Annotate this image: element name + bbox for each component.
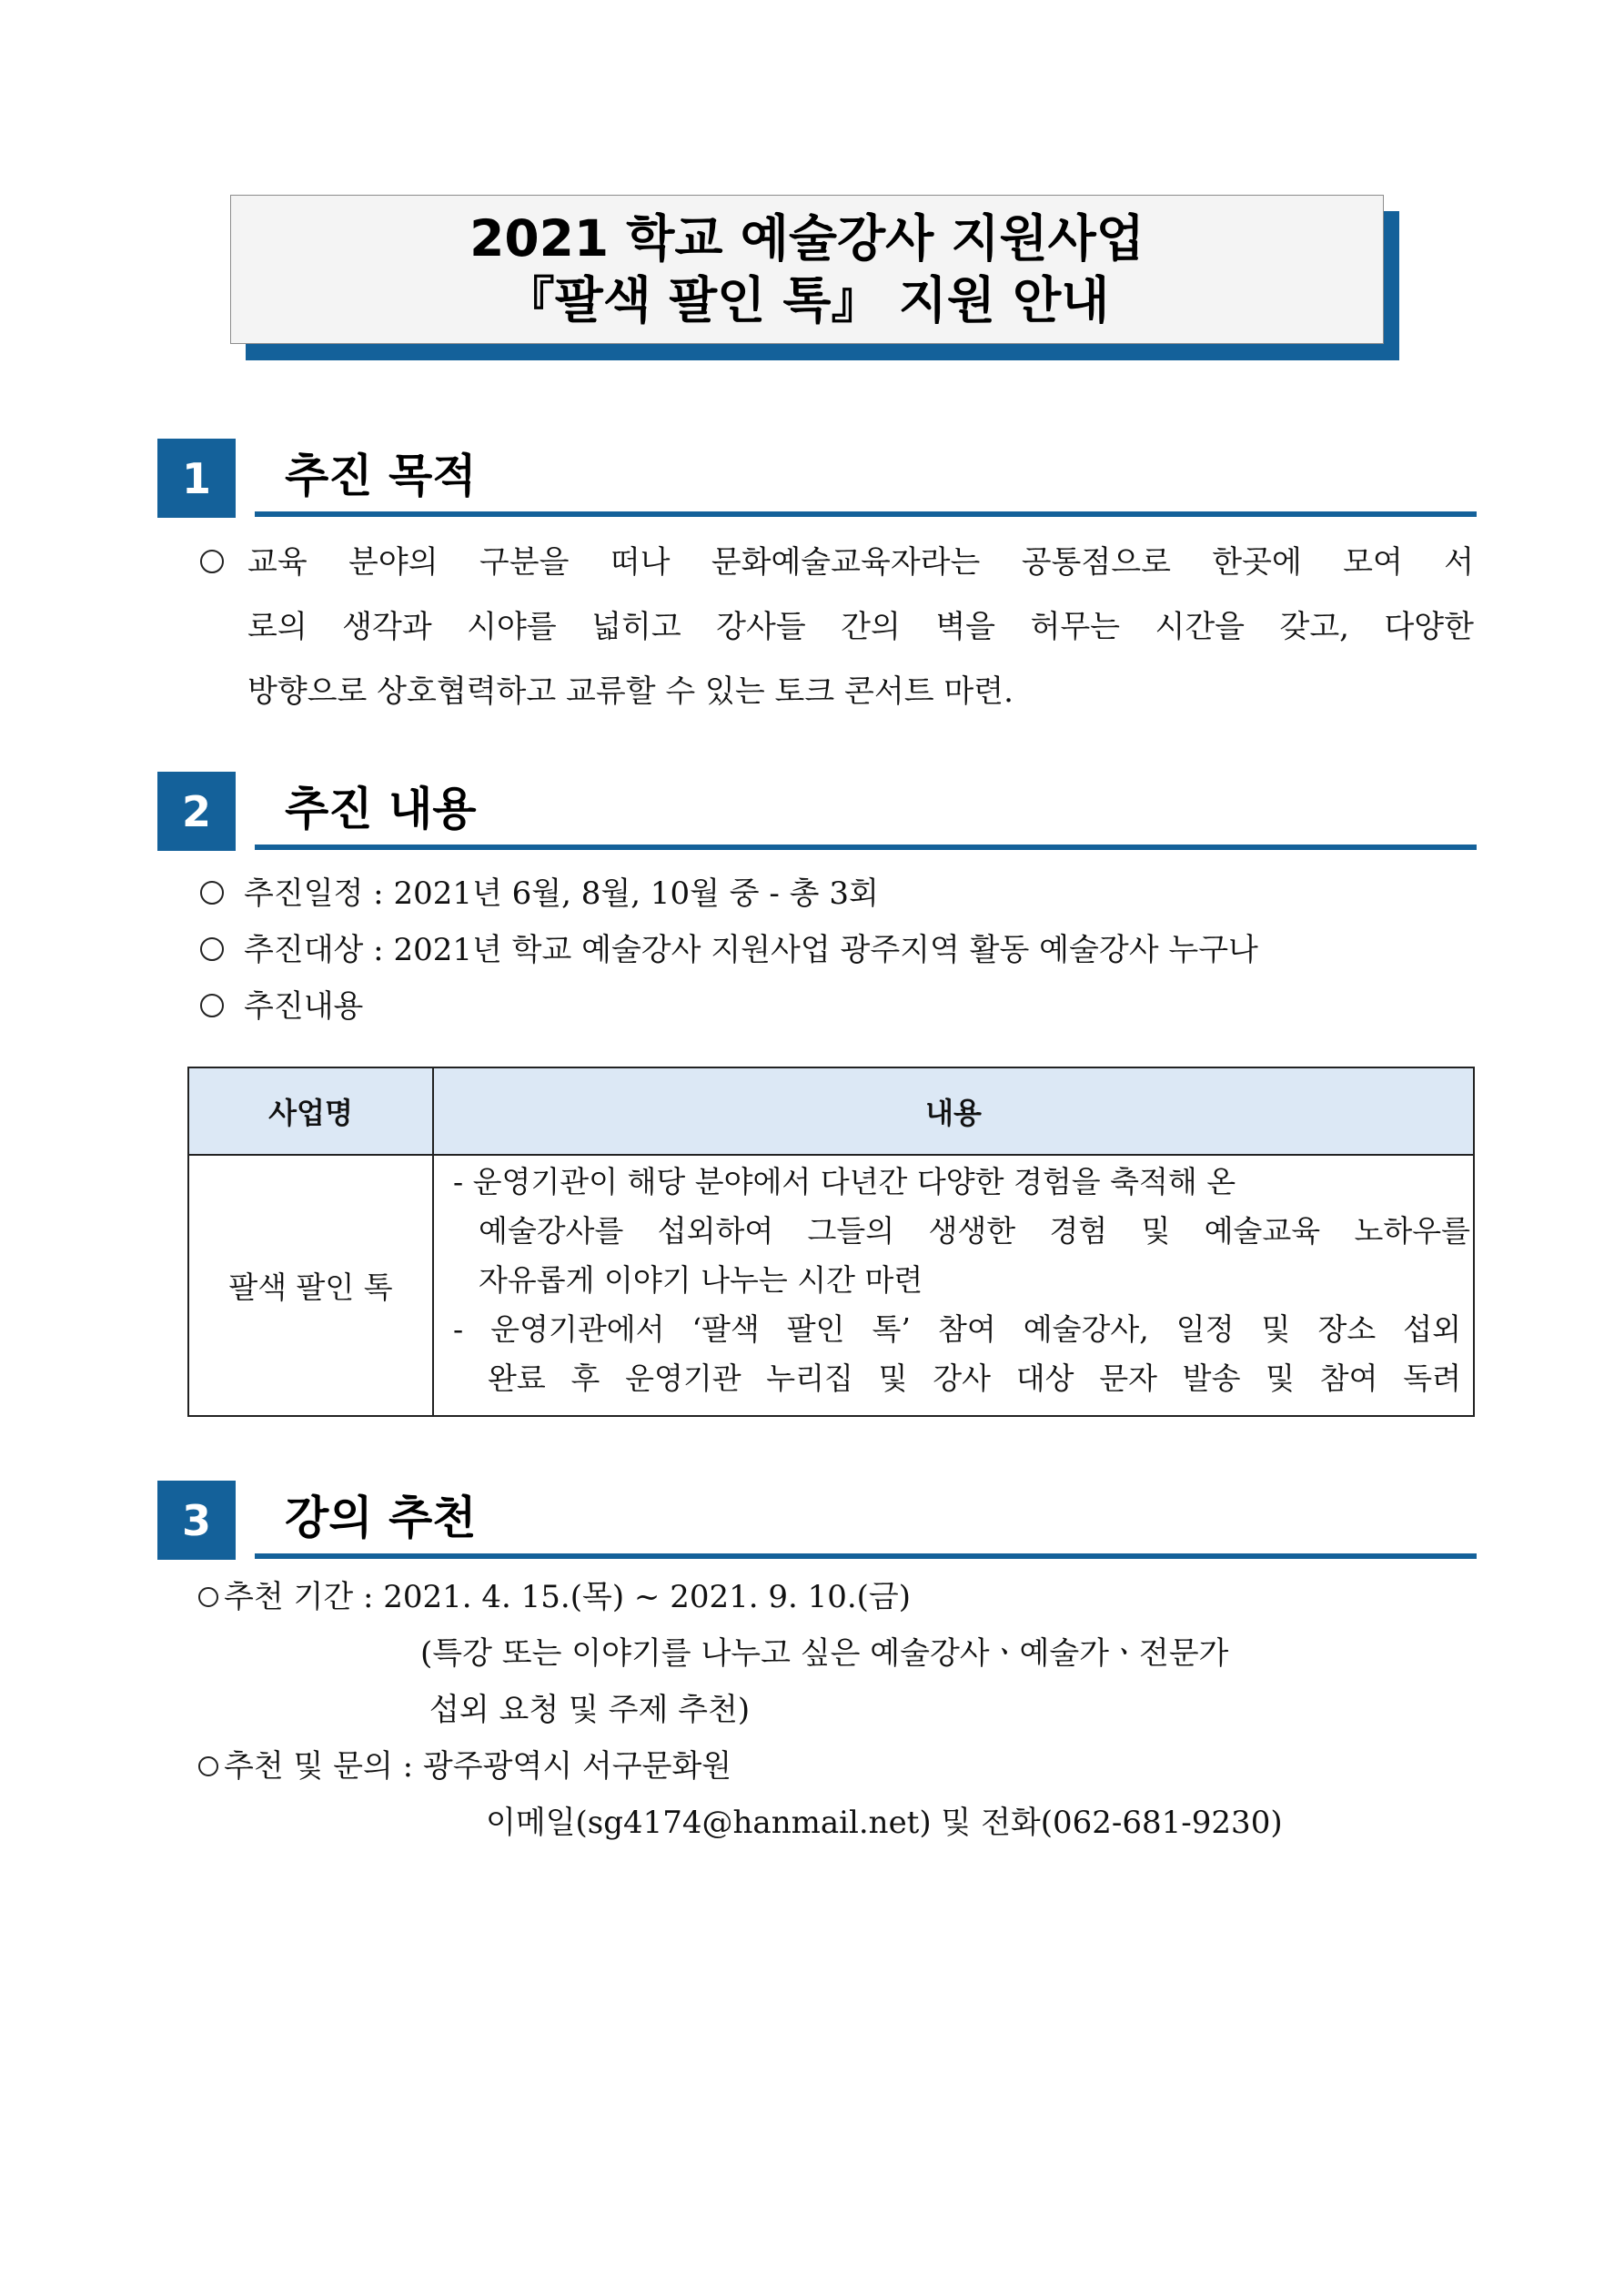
- content-bullet-target: [200, 923, 1258, 977]
- purpose-line-1: 교육 분야의 구분을 떠나 문화예술교육자라는 공통점으로 한곳에 모여 서: [247, 544, 1474, 581]
- section-1-number: 1: [157, 439, 236, 518]
- program-table: [187, 1067, 1475, 1417]
- circle-bullet-icon: [198, 1587, 218, 1607]
- document-title-line-2: 『팔색 팔인 톡』 지원 안내: [504, 271, 1110, 329]
- section-3-title: 강의 추천: [285, 1492, 477, 1544]
- recommend-period: [198, 1570, 911, 1624]
- table-content-line-1: - 운영기관이 해당 분야에서 다년간 다양한 경험을 축적해 온: [453, 1164, 1236, 1199]
- recommend-period-text: 추천 기간 : 2021. 4. 15.(목) ~ 2021. 9. 10.(금): [224, 1579, 912, 1615]
- purpose-line-2: 로의 생각과 시야를 넓히고 강사들 간의 벽을 허무는 시간을 갖고, 다양한: [247, 609, 1474, 645]
- table-content-line-3: 자유롭게 이야기 나누는 시간 마련: [479, 1262, 923, 1298]
- recommend-period-note-1: (특강 또는 이야기를 나누고 싶은 예술강사ㆍ예술가ㆍ전문가: [420, 1635, 1229, 1672]
- circle-bullet-icon: [200, 937, 224, 961]
- table-header-program-name: 사업명: [268, 1096, 353, 1130]
- recommend-contact-text: 추천 및 문의 : 광주광역시 서구문화원: [224, 1748, 732, 1785]
- section-1-title: 추진 목적: [285, 450, 477, 502]
- table-content-line-5: 완료 후 운영기관 누리집 및 강사 대상 문자 발송 및 참여 독려: [488, 1360, 1461, 1396]
- document-title-box: [230, 195, 1384, 344]
- content-bullet-schedule: [200, 866, 879, 921]
- content-target-text: 추진대상 : 2021년 학교 예술강사 지원사업 광주지역 활동 예술강사 누구나: [244, 932, 1258, 968]
- table-cell-program-name: 팔색 팔인 톡: [228, 1269, 393, 1305]
- purpose-line-3: 방향으로 상호협력하고 교류할 수 있는 토크 콘서트 마련.: [247, 673, 1014, 710]
- purpose-bullet-mark: [200, 531, 224, 595]
- circle-bullet-icon: [200, 550, 224, 573]
- section-3-header: [157, 1481, 1477, 1560]
- table-header-content: 내용: [925, 1096, 982, 1130]
- section-2-title: 추진 내용: [285, 783, 477, 835]
- section-1-header: [157, 439, 1477, 518]
- section-3-rule: [255, 1553, 1477, 1559]
- document-title-line-1: 2021 학교 예술강사 지원사업: [469, 209, 1145, 268]
- circle-bullet-icon: [198, 1756, 218, 1776]
- table-content-line-2: 예술강사를 섭외하여 그들의 생생한 경험 및 예술교육 노하우를: [479, 1213, 1470, 1249]
- content-schedule-text: 추진일정 : 2021년 6월, 8월, 10월 중 - 총 3회: [244, 875, 879, 912]
- table-content-line-4: - 운영기관에서 ‘팔색 팔인 톡’ 참여 예술강사, 일정 및 장소 섭외: [453, 1311, 1461, 1347]
- section-2-number: 2: [157, 772, 236, 851]
- section-2-rule: [255, 845, 1477, 850]
- circle-bullet-icon: [200, 994, 224, 1017]
- section-2-header: [157, 772, 1477, 851]
- recommend-period-note-2: 섭외 요청 및 주제 추천): [429, 1692, 751, 1728]
- recommend-contact: [198, 1739, 731, 1794]
- circle-bullet-icon: [200, 881, 224, 905]
- content-details-text: 추진내용: [244, 988, 364, 1025]
- section-3-number: 3: [157, 1481, 236, 1560]
- recommend-contact-detail: 이메일(sg4174@hanmail.net) 및 전화(062-681-9230): [486, 1805, 1283, 1841]
- content-bullet-details: [200, 979, 363, 1034]
- section-1-rule: [255, 511, 1477, 517]
